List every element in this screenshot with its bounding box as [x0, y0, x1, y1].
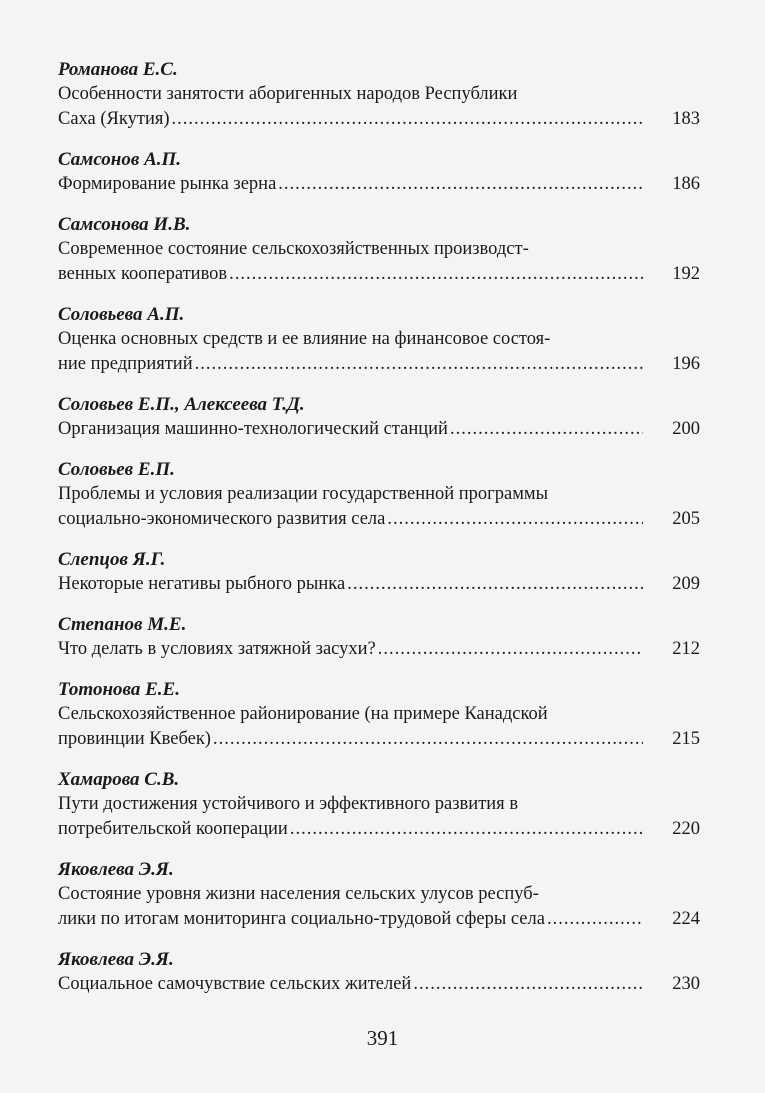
dot-leader	[213, 727, 643, 752]
entry-page-number: 220	[672, 819, 700, 839]
entry-title-last-line	[58, 107, 700, 132]
entry-author: Самсонова И.В.	[58, 214, 191, 235]
page-number: 391	[366, 1026, 399, 1050]
dot-leader	[378, 637, 643, 662]
dot-leader	[278, 172, 643, 197]
entry-page-number: 186	[672, 174, 700, 194]
entry-title-text: Формирование рынка зерна	[58, 174, 277, 194]
entry-title-last-line	[58, 262, 700, 287]
entry-page-number: 183	[672, 109, 700, 129]
entry-page-number: 192	[672, 264, 700, 284]
entry-author: Соловьева А.П.	[58, 304, 185, 325]
entry-page-number: 200	[672, 419, 700, 439]
entry-title-text: лики по итогам мониторинга социально-трудовой сферы села	[58, 909, 545, 929]
entry-author: Романова Е.С.	[58, 59, 178, 80]
entry-title-text: Некоторые негативы рыбного рынка	[58, 574, 346, 594]
entry-title-text: Организация машинно-технологический станций	[58, 419, 448, 439]
toc-entry	[58, 948, 700, 997]
toc-entry	[58, 213, 700, 287]
entry-author: Соловьев Е.П., Алексеева Т.Д.	[58, 394, 305, 415]
entry-title-text: Саха (Якутия)	[58, 109, 170, 129]
toc-entry	[58, 678, 700, 752]
dot-leader	[195, 352, 643, 377]
entry-title-text: ние предприятий	[58, 354, 193, 374]
entry-title-text: провинции Квебек)	[58, 729, 211, 749]
entry-title-last-line	[58, 817, 700, 842]
entry-title-line: Состояние уровня жизни населения сельских улусов респуб-	[58, 884, 539, 904]
entry-title-last-line	[58, 727, 700, 752]
dot-leader	[387, 507, 643, 532]
entry-author: Соловьев Е.П.	[58, 459, 175, 480]
dot-leader	[347, 572, 643, 597]
dot-leader	[290, 817, 643, 842]
dot-leader	[413, 972, 643, 997]
entry-author: Самсонов А.П.	[58, 149, 182, 170]
entry-author: Тотонова Е.Е.	[58, 679, 180, 700]
toc-entry	[58, 613, 700, 662]
entry-title-line: Сельскохозяйственное районирование (на примере Канадской	[58, 704, 548, 724]
toc-entry	[58, 458, 700, 532]
toc-entry	[58, 393, 700, 442]
entry-title-last-line	[58, 972, 700, 997]
entry-author: Хамарова С.В.	[58, 769, 180, 790]
entry-author: Яковлева Э.Я.	[58, 859, 174, 880]
entry-page-number: 196	[672, 354, 700, 374]
toc-entry	[58, 768, 700, 842]
entry-title-line: Современное состояние сельскохозяйственных производст-	[58, 239, 529, 259]
dot-leader	[229, 262, 643, 287]
dot-leader	[450, 417, 643, 442]
entry-title-last-line	[58, 907, 700, 932]
entry-title-last-line	[58, 637, 700, 662]
entry-title-last-line	[58, 572, 700, 597]
entry-title-last-line	[58, 352, 700, 377]
entry-title-text: венных кооперативов	[58, 264, 228, 284]
entry-title-line: Проблемы и условия реализации государственной программы	[58, 484, 549, 504]
toc-entry	[58, 548, 700, 597]
entry-page-number: 212	[672, 639, 700, 659]
entry-author: Слепцов Я.Г.	[58, 549, 166, 570]
entry-title-line: Пути достижения устойчивого и эффективного развития в	[58, 794, 519, 814]
entry-title-line: Оценка основных средств и ее влияние на финансовое состоя-	[58, 329, 551, 349]
table-of-contents	[58, 58, 700, 1013]
toc-entry	[58, 148, 700, 197]
entry-title-text: потребительской кооперации	[58, 819, 288, 839]
entry-page-number: 209	[672, 574, 700, 594]
entry-title-last-line	[58, 417, 700, 442]
toc-entry	[58, 858, 700, 932]
entry-page-number: 205	[672, 509, 700, 529]
toc-entry	[58, 58, 700, 132]
entry-title-line: Особенности занятости аборигенных народов Республики	[58, 84, 518, 104]
entry-page-number: 230	[672, 974, 700, 994]
entry-page-number: 215	[672, 729, 700, 749]
dot-leader	[547, 907, 643, 932]
entry-title-text: Что делать в условиях затяжной засухи?	[58, 639, 376, 659]
entry-title-text: социально-экономического развития села	[58, 509, 386, 529]
entry-author: Яковлева Э.Я.	[58, 949, 174, 970]
entry-author: Степанов М.Е.	[58, 614, 187, 635]
dot-leader	[172, 107, 643, 132]
entry-page-number: 224	[672, 909, 700, 929]
toc-entry	[58, 303, 700, 377]
entry-title-text: Социальное самочувствие сельских жителей	[58, 974, 412, 994]
entry-title-last-line	[58, 172, 700, 197]
entry-title-last-line	[58, 507, 700, 532]
